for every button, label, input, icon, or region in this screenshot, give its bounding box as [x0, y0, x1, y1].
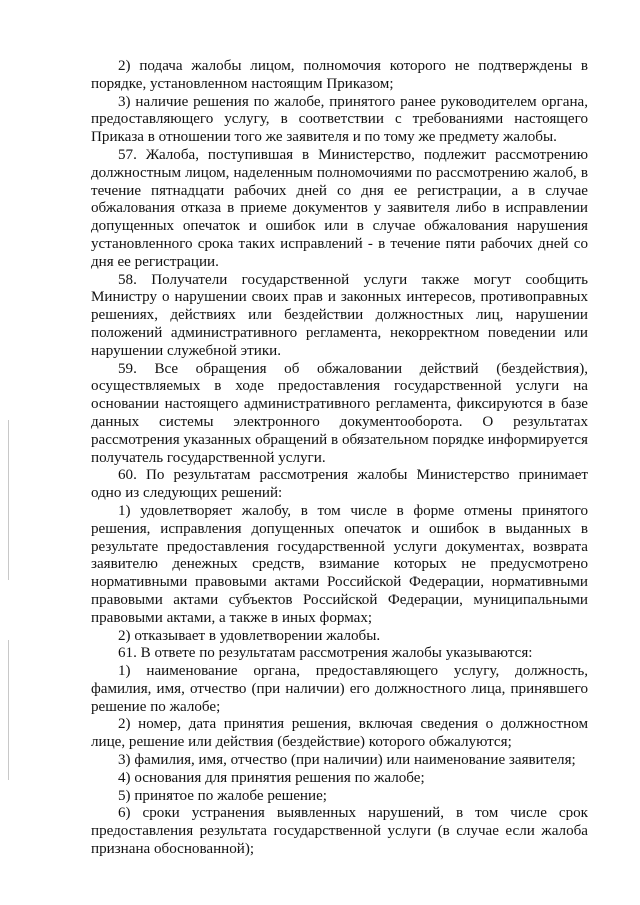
paragraph: 3) фамилия, имя, отчество (при наличии) или наименование заявителя; — [118, 752, 576, 769]
document-body — [91, 58, 588, 859]
paragraph: 1) удовлетворяет жалобу, в том числе в форме отмены принятого решения, исправления допущенных опечаток и ошибок в выданных в результате предоставления государственной услуги документах, возврата заявителю денежных средств, взимание которых не предусмотрено нормативными правовыми актами Российской Федерации, нормативными правовыми актами субъектов Российской Федерации, муниципальными правовыми актами, а также в иных формах; — [91, 502, 588, 626]
paragraph: 3) наличие решения по жалобе, принятого ранее руководителем органа, предоставляющего услугу, в соответствии с требованиями настоящего Приказа в отношении того же заявителя и по тому же предмету жалобы. — [91, 93, 588, 146]
scan-margin-line — [8, 420, 9, 580]
paragraph: 2) номер, дата принятия решения, включая сведения о должностном лице, решение или действия (бездействие) которого обжалуются; — [91, 716, 588, 751]
paragraph: 61. В ответе по результатам рассмотрения жалобы указываются: — [118, 645, 533, 662]
paragraph: 57. Жалоба, поступившая в Министерство, подлежит рассмотрению должностным лицом, наделенным полномочиями по рассмотрению жалоб, в течение пятнадцати рабочих дней со дня ее регистрации, а в случае обжалования отказа в приеме документов у заявителя либо в исправлении допущенных опечаток и ошибок или в случае обжалования нарушения установленного срока таких исправлений - в течение пяти рабочих дней со дня ее регистрации. — [91, 146, 588, 270]
paragraph: 6) сроки устранения выявленных нарушений, в том числе срок предоставления результата государственной услуги (в случае если жалоба признана обоснованной); — [91, 805, 588, 858]
paragraph: 1) наименование органа, предоставляющего услугу, должность, фамилия, имя, отчество (при наличии) его должностного лица, принявшего решение по жалобе; — [91, 663, 588, 715]
paragraph: 4) основания для принятия решения по жалобе; — [118, 769, 425, 786]
paragraph: 59. Все обращения об обжаловании действий (бездействия), осуществляемых в ходе предоставления государственной услуги на основании настоящего административного регламента, фиксируются в базе данных системы электронного документооборота. О результатах рассмотрения указанных обращений в обязательном порядке информируется получатель государственной услуги. — [91, 360, 588, 466]
paragraph: 58. Получатели государственной услуги также могут сообщить Министру о нарушении своих прав и законных интересов, противоправных решениях, действиях или бездействии должностных лиц, нарушении положений административного регламента, некорректном поведении или нарушении служебной этики. — [91, 271, 588, 359]
paragraph: 60. По результатам рассмотрения жалобы Министерство принимает одно из следующих решений: — [91, 467, 588, 502]
scan-margin-line — [8, 640, 9, 780]
paragraph: 5) принятое по жалобе решение; — [118, 787, 327, 804]
paragraph: 2) отказывает в удовлетворении жалобы. — [118, 627, 381, 644]
paragraph: 2) подача жалобы лицом, полномочия которого не подтверждены в порядке, установленном настоящим Приказом; — [91, 58, 588, 92]
